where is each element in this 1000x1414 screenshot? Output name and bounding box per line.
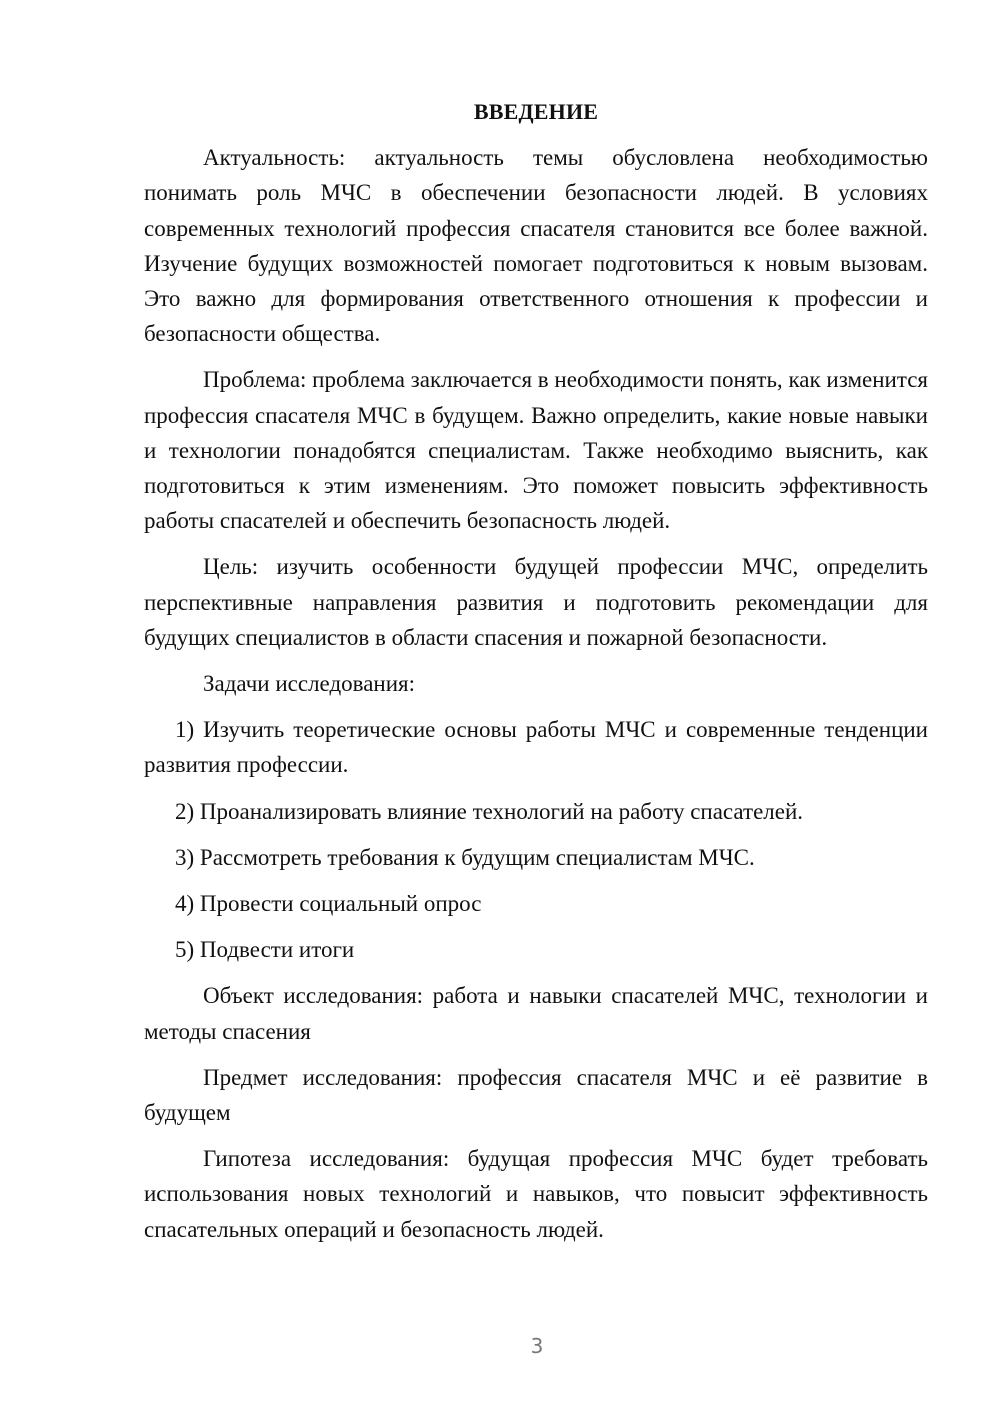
subject-paragraph: Предмет исследования: профессия спасателя МЧС и её развитие в будущем <box>144 1064 928 1126</box>
task-item: 2) Проанализировать влияние технологий на работу спасателей. <box>175 798 804 824</box>
tasks-list <box>144 712 928 967</box>
hypothesis-paragraph: Гипотеза исследования: будущая профессия МЧС будет требовать использования новых технологий и навыков, что повысит эффективность спасательных операций и безопасность людей. <box>144 1146 928 1242</box>
task-item: 4) Провести социальный опрос <box>175 891 482 917</box>
section-heading: ВВЕДЕНИЕ <box>473 99 599 124</box>
relevance-paragraph: Актуальность: актуальность темы обусловлена необходимостью понимать роль МЧС в обеспечении безопасности людей. В условиях современных технологий профессия спасателя становится все более важной. Изучение будущих возможностей помогает подготовиться к новым вызовам. Это важно для формирования ответственного отношения к профессии и безопасности общества. <box>144 145 928 347</box>
problem-paragraph: Проблема: проблема заключается в необходимости понять, как изменится профессия спасателя МЧС в будущем. Важно определить, какие новые навыки и технологии понадобятся специалистам. Также необходимо выяснить, как подготовиться к этим изменениям. Это поможет повысить эффективность работы спасателей и обеспечить безопасность людей. <box>144 367 928 534</box>
object-paragraph: Объект исследования: работа и навыки спасателей МЧС, технологии и методы спасения <box>144 983 928 1044</box>
page-content <box>144 94 928 1258</box>
page-number: 3 <box>530 1334 544 1358</box>
task-item: 1) Изучить теоретические основы работы МЧС и современные тенденции развития профессии. <box>144 717 928 778</box>
task-item: 3) Рассмотреть требования к будущим специалистам МЧС. <box>175 844 755 870</box>
goal-paragraph: Цель: изучить особенности будущей профессии МЧС, определить перспективные направления развития и подготовить рекомендации для будущих специалистов в области спасения и пожарной безопасности. <box>144 554 928 650</box>
tasks-label: Задачи исследования: <box>203 671 416 697</box>
task-item: 5) Подвести итоги <box>175 937 355 963</box>
